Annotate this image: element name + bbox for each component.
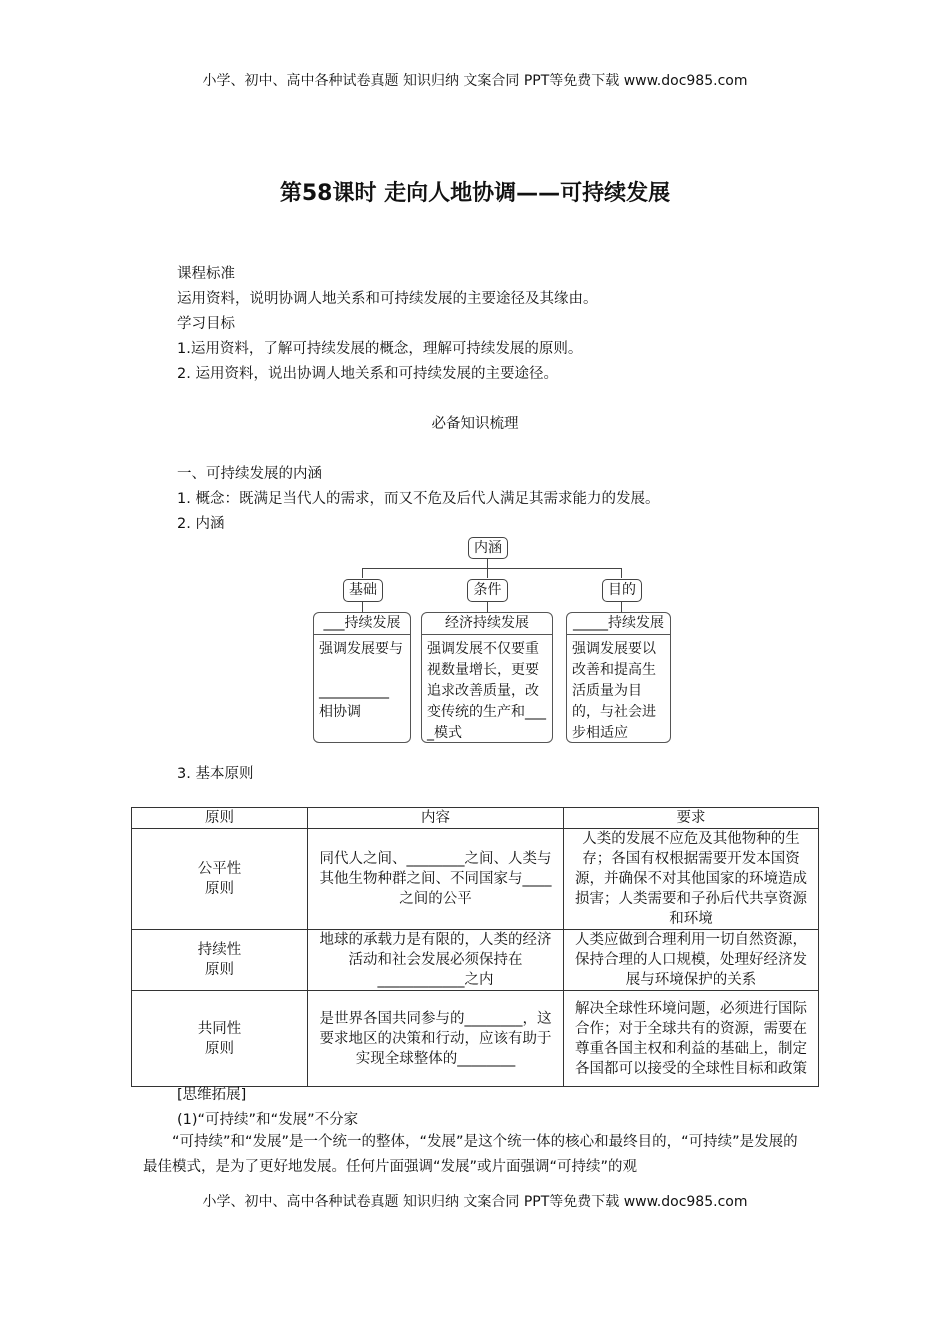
diagram-col-condition: 经济持续发展 强调发展不仅要重视数量增长，更要追求改善质量，改变传统的生产和____模式 — [421, 612, 553, 743]
course-standard-text: 运用资料，说明协调人地关系和可持续发展的主要途径及其缘由。 — [177, 291, 598, 307]
connotation-label: 2. 内涵 — [177, 516, 225, 532]
page-title: 第58课时 走向人地协调——可持续发展 — [279, 181, 671, 206]
concept-text: 1. 概念：既满足当代人的需求，而又不危及后代人满足其需求能力的发展。 — [177, 491, 660, 507]
table-row: 持续性 原则 地球的承载力是有限的，人类的经济活动和社会发展必须保持在____________之内 人类应做到合理利用一切自然资源，保持合理的人口规模，处理好经济发展与环境保护的关系 — [132, 930, 819, 991]
diagram-branch-basis: 基础 — [343, 579, 383, 602]
diagram-col-goal: _____持续发展 强调发展要以改善和提高生活质量为目的，与社会进步相适应 — [566, 612, 671, 743]
learning-goal-1: 1.运用资料，了解可持续发展的概念，理解可持续发展的原则。 — [177, 341, 583, 357]
extension-label: [思维拓展] — [177, 1087, 247, 1103]
principles-table — [131, 807, 819, 1087]
table-row: 共同性 原则 是世界各国共同参与的________，这要求地区的决策和行动，应该有助于实现全球整体的________ 解决全球性环境问题，必须进行国际合作；对于全球共有的资源，需要在尊重各国主权和利益的基础上，制定各国都可以接受的全球性目标和政策 — [132, 991, 819, 1087]
diagram-branch-goal: 目的 — [602, 579, 642, 602]
diagram-root: 内涵 — [468, 537, 508, 559]
diagram-col-basis: ___持续发展 强调发展要与 __________ 相协调 — [313, 612, 411, 743]
learning-goal-2: 2. 运用资料，说出协调人地关系和可持续发展的主要途径。 — [177, 366, 558, 382]
table-row: 公平性 原则 同代人之间、________之间、人类与其他生物种群之间、不同国家与____之间的公平 人类的发展不应危及其他物种的生存；各国有权根据需要开发本国资源，并确保不对其他国家的环境造成损害；人类需要和子孙后代共享资源和环境 — [132, 829, 819, 930]
section-heading: 必备知识梳理 — [431, 416, 519, 432]
part1-heading: 一、可持续发展的内涵 — [177, 466, 322, 482]
page-footer: 小学、初中、高中各种试卷真题 知识归纳 文案合同 PPT等免费下载 www.doc985.com — [202, 1194, 748, 1210]
extension-paragraph: “可持续”和“发展”是一个统一的整体，“发展”是这个统一体的核心和最终目的，“可持续”是发展的最佳模式，是为了更好地发展。任何片面强调“发展”或片面强调“可持续”的观 — [143, 1134, 798, 1175]
table-header-row: 原则 内容 要求 — [132, 808, 819, 829]
part3-heading: 3. 基本原则 — [177, 766, 254, 782]
extension-subheading: (1)“可持续”和“发展”不分家 — [177, 1112, 359, 1128]
course-standard-heading: 课程标准 — [177, 266, 235, 282]
page-header: 小学、初中、高中各种试卷真题 知识归纳 文案合同 PPT等免费下载 www.doc985.com — [202, 73, 748, 89]
learning-goals-heading: 学习目标 — [177, 316, 235, 332]
diagram-branch-condition: 条件 — [467, 579, 508, 602]
